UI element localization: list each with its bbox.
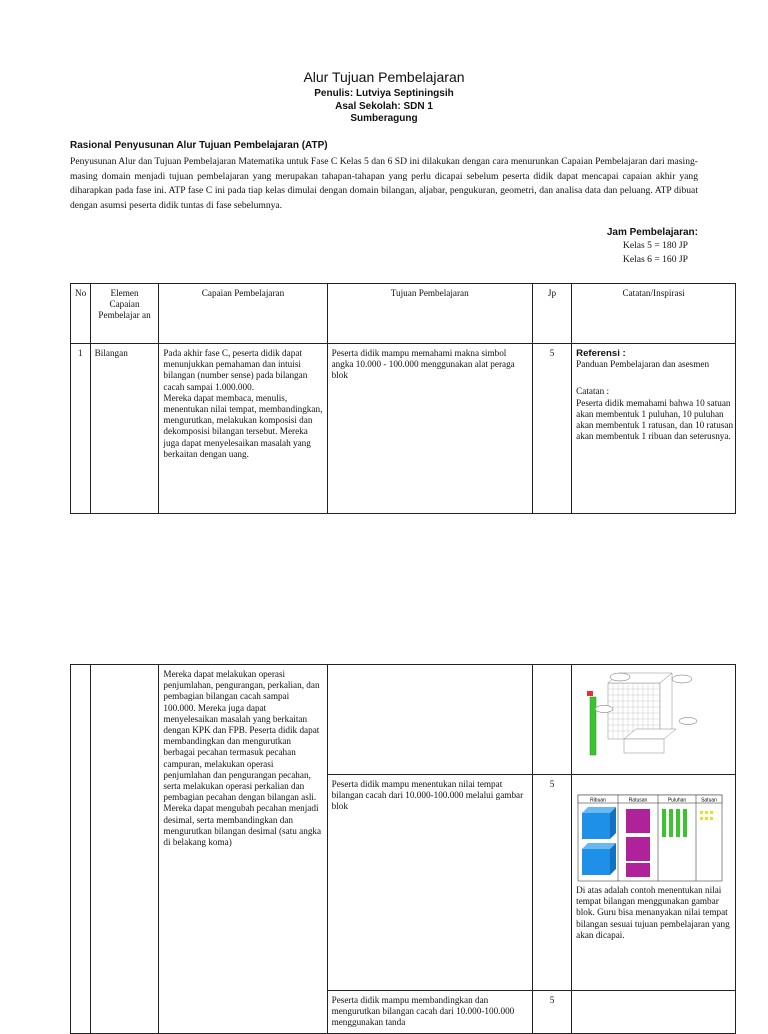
cell-capaian-2: Mereka dapat melakukan operasi penjumlahan, pengurangan, perkalian, dan pembagian bilangan cacah sampai 100.000. Mereka juga dapat menyelesaikan masalah yang berkaitan dengan KPK dan FPB. Peserta didik dapat membandingkan dan mengurutkan berbagai pecahan termasuk pecahan campuran, melakukan operasi penjumlahan dan pengurangan pecahan, serta melakukan operasi perkalian dan pembagian pecahan dengan bilangan asli. Mereka dapat mengubah pecahan menjadi desimal, serta membandingkan dan mengurutkan bilangan desimal (satu angka di belakang koma)	[159, 665, 327, 1034]
block-label-ratusan: Ratusan	[628, 797, 648, 804]
cell-jp-3: 5	[532, 991, 571, 1034]
referensi-label: Referensi :	[576, 348, 626, 359]
table-row	[71, 665, 736, 775]
atp-table-page2	[70, 664, 736, 1034]
capaian-p2: Mereka dapat membaca, menulis, menentukan nilai tempat, membandingkan, mengurutkan, melakukan komposisi dan dekomposisi bilangan tersebut. Mereka juga dapat menyelesaikan masalah yang berkaitan dengan uang.	[163, 392, 323, 459]
writer-line: Penulis: Lutviya Septiningsih	[314, 88, 454, 99]
cell-jp-empty	[532, 665, 571, 775]
cell-tujuan-3: Peserta didik mampu membandingkan dan mengurutkan bilangan cacah dari 10.000-100.000 menggunakan tanda	[327, 991, 532, 1034]
header-elemen: Elemen Capaian Pembelajar an	[90, 284, 159, 344]
place-value-blocks-table-image	[576, 779, 724, 883]
cell-elemen-empty	[90, 665, 159, 1034]
rasional-heading: Rasional Penyusunan Alur Tujuan Pembelajaran (ATP)	[70, 140, 328, 151]
header-jp: Jp	[532, 284, 571, 344]
header-capaian: Capaian Pembelajaran	[159, 284, 327, 344]
block-label-satuan: Satuan	[701, 797, 718, 804]
cell-no: 1	[71, 344, 91, 514]
jam-kelas6: Kelas 6 = 160 JP	[622, 254, 688, 265]
cell-catatan-2	[572, 775, 736, 991]
referensi-text: Panduan Pembelajaran dan asesmen	[576, 359, 710, 370]
ratusan-flats	[626, 809, 650, 877]
school-line-1: Asal Sekolah: SDN 1	[335, 101, 433, 112]
atp-table-page1	[70, 283, 736, 514]
cell-capaian	[159, 344, 327, 514]
block-label-puluhan: Puluhan	[667, 797, 687, 804]
block-label-ribuan: Ribuan	[590, 797, 607, 804]
header-no: No	[71, 284, 91, 344]
cell-jp: 5	[532, 344, 571, 514]
cell-no-empty	[71, 665, 91, 1034]
cell-catatan-image1	[572, 665, 736, 775]
rasional-paragraph: Penyusunan Alur dan Tujuan Pembelajaran Matematika untuk Fase C Kelas 5 dan 6 SD ini dilakukan dengan cara menurunkan Capaian Pembelajaran dari masing-masing domain menjadi tujuan pembelajaran yang merupakan tahapan-tahapan yang perlu dicapai sebelum peserta didik dapat mencapai capaian akhir yang diharapkan pada fase ini. ATP fase C ini pada tiap kelas dimulai dengan domain bilangan, aljabar, pengukuran, geometri, dan analisa data dan peluang. ATP dibuat dengan asumsi peserta didik tuntas di fase sebelumnya.	[70, 156, 698, 211]
cell-catatan-3-empty	[572, 991, 736, 1034]
jam-kelas5: Kelas 5 = 180 JP	[622, 240, 688, 251]
cell-tujuan: Peserta didik mampu memahami makna simbol angka 10.000 - 100.000 menggunakan alat peraga blok	[327, 344, 532, 514]
header-tujuan: Tujuan Pembelajaran	[327, 284, 532, 344]
catatan-2-text: Di atas adalah contoh menentukan nilai tempat bilangan menggunakan gambar blok. Guru bisa menanyakan nilai tempat bilangan sesuai tujuan pembelajaran yang akan dicapai.	[576, 885, 730, 940]
place-value-blocks-3d-image	[576, 669, 716, 765]
cell-elemen: Bilangan	[90, 344, 159, 514]
school-line-2: Sumberagung	[350, 113, 418, 124]
cell-tujuan-2: Peserta didik mampu menentukan nilai tempat bilangan cacah dari 10.000-100.000 melalui gambar blok	[327, 775, 532, 991]
capaian-p1: Pada akhir fase C, peserta didik dapat menunjukkan pemahaman dan intuisi bilangan (number sense) pada bilangan cacah sampai 1.000.000.	[163, 348, 308, 392]
table-header-row	[71, 284, 736, 344]
header-catatan: Catatan/Inspirasi	[572, 284, 736, 344]
table-row	[71, 344, 736, 514]
cell-tujuan-empty	[327, 665, 532, 775]
catatan-text: Peserta didik memahami bahwa 10 satuan akan membentuk 1 puluhan, 10 puluhan akan membentuk 1 ratusan, dan 10 ratusan akan membentuk 1 ribuan dan seterusnya.	[576, 397, 734, 442]
catatan-label: Catatan :	[576, 386, 610, 397]
page-title: Alur Tujuan Pembelajaran	[303, 69, 465, 85]
cell-jp-2: 5	[532, 775, 571, 991]
cell-catatan	[572, 344, 736, 514]
jam-heading: Jam Pembelajaran:	[606, 227, 698, 238]
